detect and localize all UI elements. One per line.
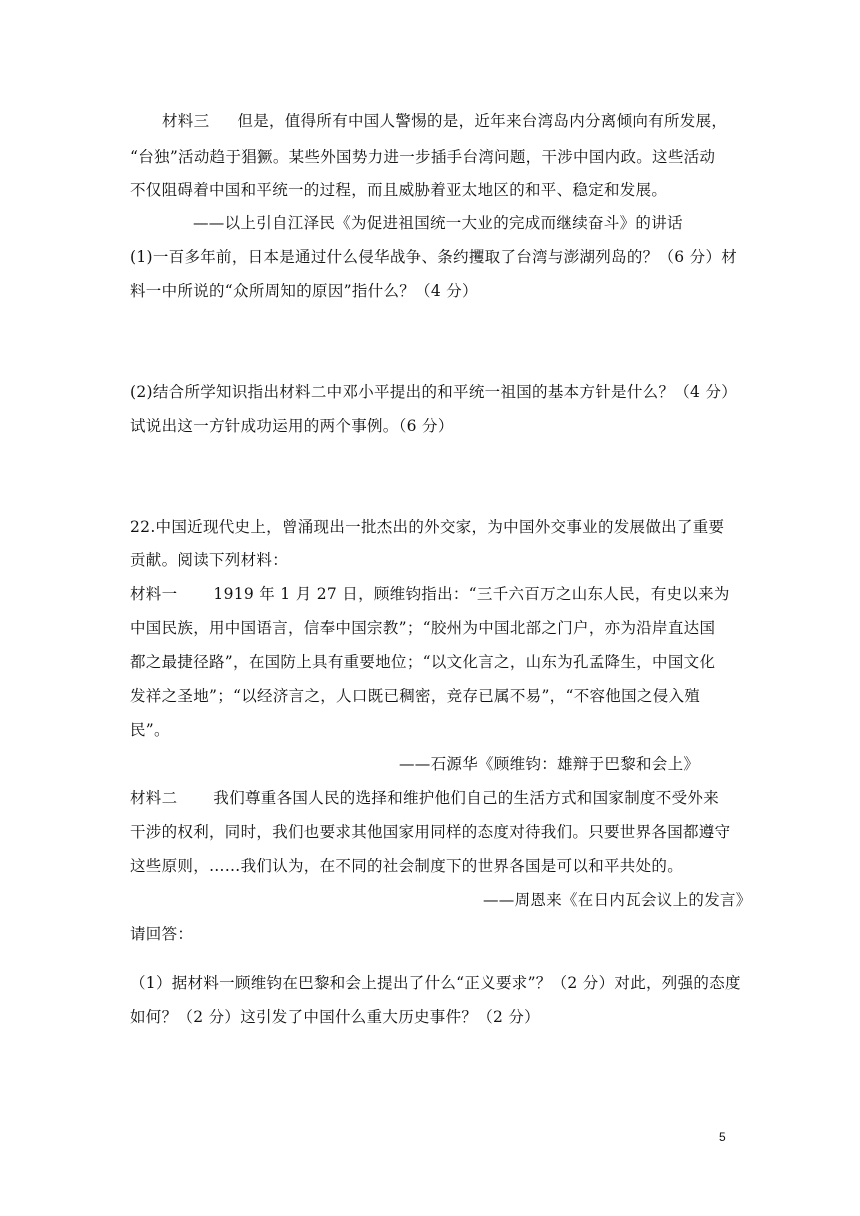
- material-text: 但是，值得所有中国人警惕的是，近年来台湾岛内分离倾向有所发展，: [237, 112, 728, 130]
- citation: ——石源华《顾维钧：雄辩于巴黎和会上》: [399, 755, 700, 773]
- question-line: (2)结合所学知识指出材料二中邓小平提出的和平统一祖国的基本方针是什么？（4 分）: [130, 383, 738, 401]
- text-line: 请回答：: [130, 925, 194, 943]
- material-three-line: [162, 111, 727, 131]
- text-line: 不仅阻碍着中国和平统一的过程，而且威胁着亚太地区的和平、稳定和发展。: [130, 181, 668, 199]
- citation: ——以上引自江泽民《为促进祖国统一大业的完成而继续奋斗》的讲话: [193, 214, 683, 232]
- page-number: 5: [719, 1130, 726, 1144]
- material-label: 材料二: [130, 789, 178, 807]
- question-line: (1)一百多年前，日本是通过什么侵华战争、条约攫取了台湾与澎湖列岛的？（6 分）材: [130, 248, 738, 266]
- text-line: 发祥之圣地”；“以经济言之，人口既已稠密，竞存已属不易”，“不容他国之侵入殖: [130, 687, 701, 705]
- question-line: 如何？（2 分）这引发了中国什么重大历史事件？（2 分）: [130, 1008, 540, 1026]
- citation: ——周恩来《在日内瓦会议上的发言》: [483, 891, 752, 909]
- material-one-line: [130, 584, 730, 604]
- question-line: （1）据材料一顾维钧在巴黎和会上提出了什么“正义要求”？（2 分）对此，列强的态度: [130, 974, 741, 992]
- question-line: 试说出这一方针成功运用的两个事例。（6 分）: [130, 417, 454, 435]
- question-line: 料一中所说的“众所周知的原因”指什么？（4 分）: [130, 282, 478, 300]
- text-line: 中国民族，用中国语言，信奉中国宗教”；“胶州为中国北部之门户，亦为沿岸直达国: [130, 619, 716, 637]
- material-two-line: [130, 788, 719, 808]
- text-line: 贡献。阅读下列材料：: [130, 551, 289, 569]
- question-heading: 22.中国近现代史上，曾涌现出一批杰出的外交家，为中国外交事业的发展做出了重要: [130, 518, 725, 536]
- material-text: 我们尊重各国人民的选择和维护他们自己的生活方式和国家制度不受外来: [213, 789, 720, 807]
- material-label: 材料一: [130, 585, 178, 603]
- text-line: 民”。: [130, 721, 170, 739]
- text-line: 这些原则，……我们认为，在不同的社会制度下的世界各国是可以和平共处的。: [130, 857, 684, 875]
- material-text: 1919 年 1 月 27 日，顾维钧指出：“三千六百万之山东人民，有史以来为: [213, 585, 730, 603]
- text-line: 干涉的权利，同时，我们也要求其他国家用同样的态度对待我们。只要世界各国都遵守: [130, 823, 731, 841]
- material-label: 材料三: [162, 112, 210, 130]
- text-line: “台独”活动趋于猖獗。某些外国势力进一步插手台湾问题，干涉中国内政。这些活动: [130, 148, 716, 166]
- text-line: 都之最捷径路”，在国防上具有重要地位；“以文化言之，山东为孔孟降生，中国文化: [130, 653, 716, 671]
